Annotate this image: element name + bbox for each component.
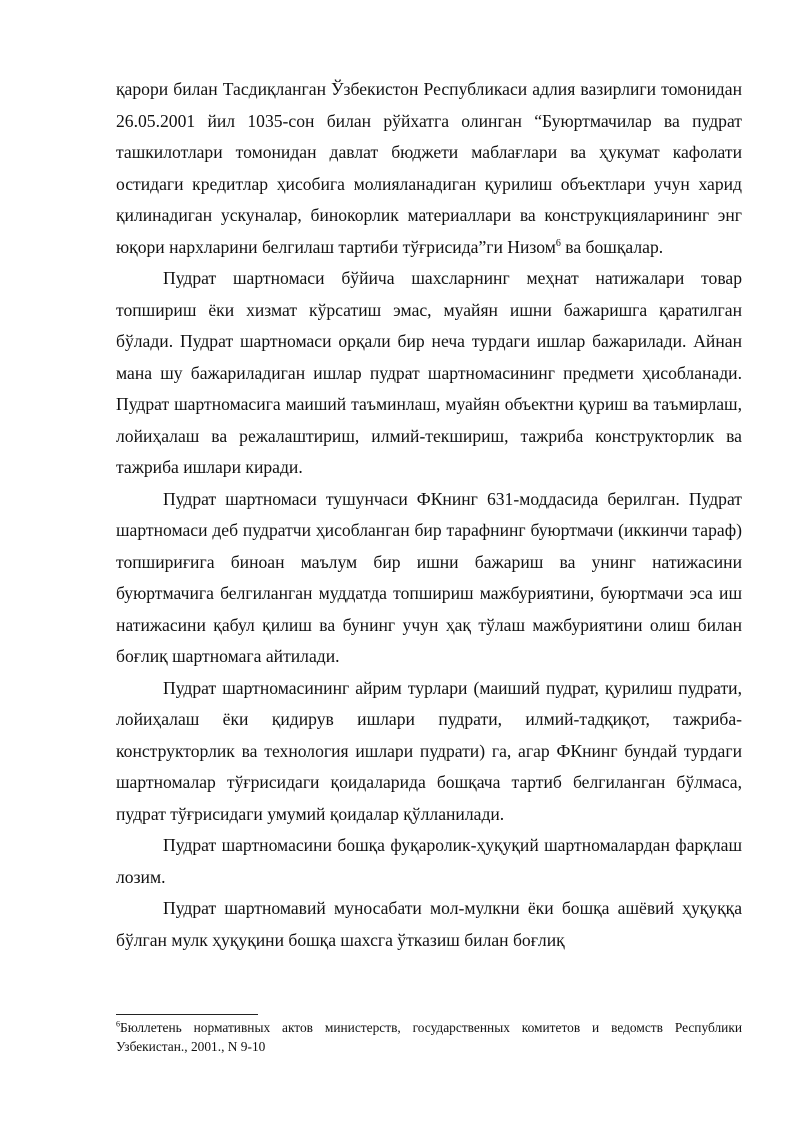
footnote-reference[interactable]: 6 [555,237,561,249]
paragraph-2: Пудрат шартномаси бўйича шахсларнинг меҳнат натижалари товар топшириш ёки хизмат кўрсатиш эмас, муайян ишни бажаришга қаратилган бўлади. Пудрат шартномаси орқали бир неча турдаги ишлар бажарилади. Айнан мана шу бажариладиган ишлар пудрат шартномасининг предмети ҳисобланади. Пудрат шартномасига маиший таъминлаш, муайян объектни қуриш ва таъмирлаш, лойиҳалаш ва режалаштириш, илмий-текшириш, тажриба конструкторлик ва тажриба ишлари киради. [116,268,742,477]
footnote-mark: 6 [116,1019,120,1029]
paragraph-3: Пудрат шартномаси тушунчаси ФКнинг 631-моддасида берилган. Пудрат шартномаси деб пудратчи ҳисобланган бир тарафнинг буюртмачи (иккинчи тараф) топшириғига биноан маълум бир ишни бажариш ва унинг натижасини буюртмачига белгиланган муддатда топшириш мажбуриятини, буюртмачи эса иш натижасини қабул қилиш ва бунинг учун ҳақ тўлаш мажбуриятини олиш билан боғлиқ шартномага айтилади. [116,488,742,666]
paragraph-1-tail: ва бошқалар. [560,236,664,257]
document-body [116,74,742,956]
paragraph-1 [116,74,742,263]
paragraph-4: Пудрат шартномасининг айрим турлари (маиший пудрат, қурилиш пудрати, лойиҳалаш ёки қидирув ишлари пудрати, илмий-тадқиқот, тажриба-конструкторлик ва технология ишлари пудрати) га, агар ФКнинг бундай турдаги шартномалар тўғрисидаги қоидаларида бошқача тартиб белгиланган бўлмаса, пудрат тўғрисидаги умумий қоидалар қўлланилади. [116,677,742,824]
footnote-separator [116,1014,258,1015]
footnote [116,1018,742,1056]
paragraph-6: Пудрат шартномавий муносабати мол-мулкни ёки бошқа ашёвий ҳуқуққа бўлган мулк ҳуқуқини бошқа шахсга ўтказиш билан боғлиқ [116,898,742,950]
footnote-text: Бюллетень нормативных актов министерств, государственных комитетов и ведомств Республики Узбекистан., 2001., N 9-10 [116,1020,742,1054]
paragraph-5: Пудрат шартномасини бошқа фуқаролик-ҳуқуқий шартномалардан фарқлаш лозим. [116,835,742,887]
paragraph-1-text: қарори билан Тасдиқланган Ўзбекистон Республикаси адлия вазирлиги томонидан 26.05.2001 йил 1035-сон билан рўйхатга олинган “Буюртмачилар ва пудрат ташкилотлари томонидан давлат бюджети маблағлари ва ҳукумат кафолати остидаги кредитлар ҳисобига молияланадиган қурилиш объектлари учун харид қилинадиган ускуналар, бинокорлик материаллари ва конструкцияларининг энг юқори нархларини белгилаш тартиби тўғрисида”ги Низом [116,79,742,257]
